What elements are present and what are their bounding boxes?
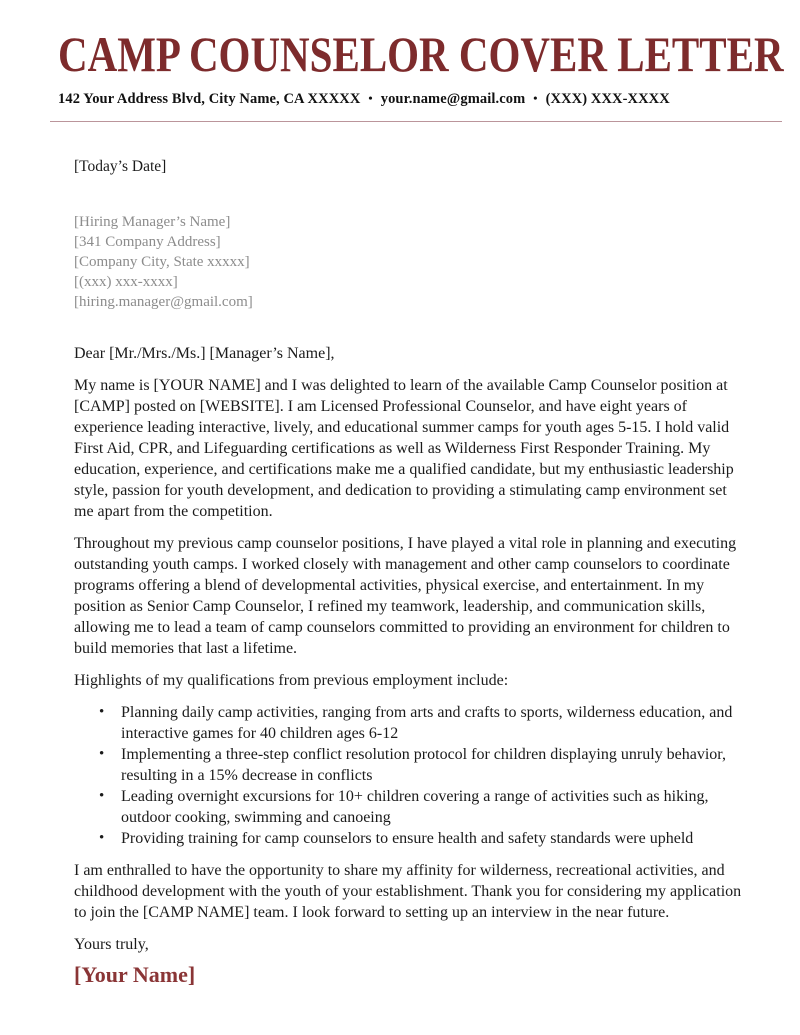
- signature-name: [Your Name]: [74, 961, 196, 987]
- list-item: • Implementing a three-step conflict resolution protocol for children displaying unruly behavior, resulting in a 15% decrease in conflicts: [121, 744, 750, 786]
- recipient-name-line: [Hiring Manager’s Name]: [74, 213, 231, 230]
- contact-address: 142 Your Address Blvd, City Name, CA XXXXX: [58, 90, 361, 107]
- salutation: Dear [Mr./Mrs./Ms.] [Manager’s Name],: [74, 344, 335, 362]
- list-item: • Providing training for camp counselors to ensure health and safety standards were upheld: [121, 828, 750, 849]
- letter-header: [58, 28, 782, 108]
- contact-email: your.name@gmail.com: [380, 90, 526, 107]
- letter-body: [74, 156, 750, 985]
- recipient-city-line: [Company City, State xxxxx]: [74, 253, 250, 270]
- intro-paragraph: My name is [YOUR NAME] and I was delighted to learn of the available Camp Counselor position at [CAMP] posted on [WEBSITE]. I am Licensed Professional Counselor, and have eight years of experience leading interactive, lively, and educational summer camps for youth ages 5-15. I hold valid First Aid, CPR, and Lifeguarding certifications as well as Wilderness First Responder Training. My education, experience, and certifications make me a qualified candidate, but my enthusiastic leadership style, passion for youth development, and dedication to providing a stimulating camp environment set me apart from the competition.: [74, 376, 734, 520]
- contact-line: [58, 91, 782, 108]
- list-item: • Leading overnight excursions for 10+ children covering a range of activities such as hiking, outdoor cooking, swimming and canoeing: [121, 786, 750, 828]
- bullet-separator-icon: •: [368, 90, 373, 105]
- recipient-phone-line: [(xxx) xxx-xxxx]: [74, 273, 178, 290]
- page-title: CAMP COUNSELOR COVER LETTER: [58, 26, 784, 82]
- header-divider: [50, 121, 782, 122]
- list-item: • Planning daily camp activities, ranging from arts and crafts to sports, wilderness education, and interactive games for 40 children ages 6-12: [121, 702, 750, 744]
- bullet-separator-icon: •: [533, 90, 538, 105]
- contact-phone: (XXX) XXX-XXXX: [545, 90, 670, 107]
- highlights-intro: Highlights of my qualifications from previous employment include:: [74, 671, 509, 689]
- qualifications-list: [74, 702, 750, 849]
- signoff: Yours truly,: [74, 935, 149, 953]
- experience-paragraph: Throughout my previous camp counselor positions, I have played a vital role in planning and executing outstanding youth camps. I worked closely with management and other camp counselors to coordinate programs offering a blend of developmental activities, physical exercise, and entertainment. In my position as Senior Camp Counselor, I refined my teamwork, leadership, and communication skills, allowing me to lead a team of camp counselors committed to providing an environment for children to build memories that last a lifetime.: [74, 534, 737, 657]
- recipient-address-line: [341 Company Address]: [74, 233, 221, 250]
- closing-paragraph: I am enthralled to have the opportunity to share my affinity for wilderness, recreational activities, and childhood development with the youth of your establishment. Thank you for considering my application to join the [CAMP NAME] team. I look forward to setting up an interview in the near future.: [74, 861, 742, 921]
- date-line: [Today’s Date]: [74, 157, 167, 175]
- recipient-email-line: [hiring.manager@gmail.com]: [74, 293, 253, 310]
- recipient-block: [74, 212, 750, 312]
